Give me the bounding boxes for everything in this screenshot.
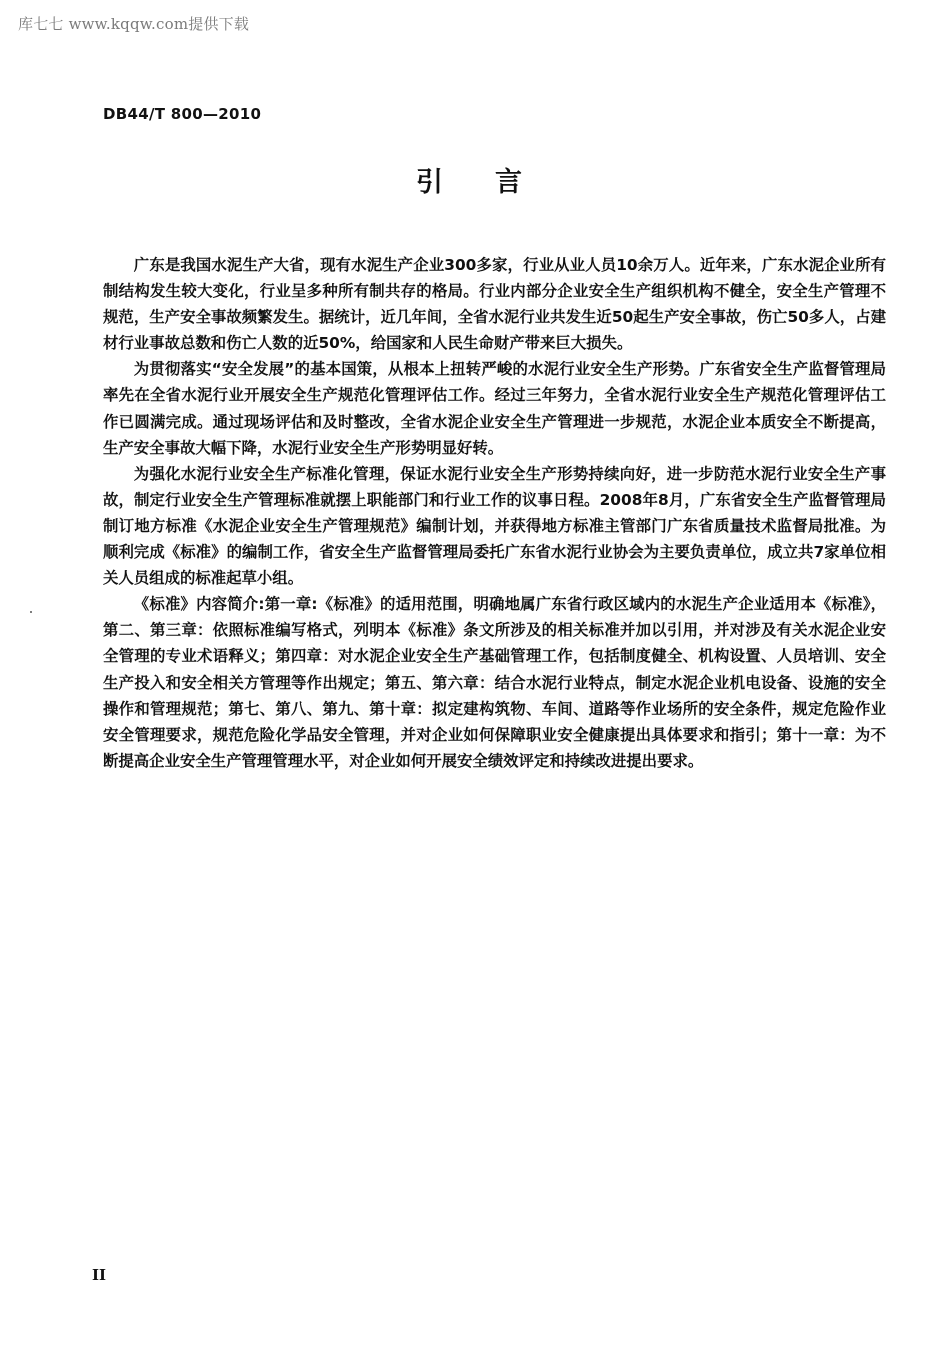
scan-artifact-dot xyxy=(30,611,32,613)
body-text xyxy=(103,252,886,774)
paragraph: 为贯彻落实“安全发展”的基本国策，从根本上扭转严峻的水泥行业安全生产形势。广东省安全生产监督管理局率先在全省水泥行业开展安全生产规范化管理评估工作。经过三年努力，全省水泥行业安全生产规范化管理评估工作已圆满完成。通过现场评估和及时整改，全省水泥企业安全生产管理进一步规范，水泥企业本质安全不断提高，生产安全事故大幅下降，水泥行业安全生产形势明显好转。 xyxy=(103,360,886,457)
page-number: II xyxy=(92,1266,107,1284)
paragraph: 《标准》内容简介:第一章:《标准》的适用范围，明确地属广东省行政区域内的水泥生产企业适用本《标准》，第二、第三章：依照标准编写格式，列明本《标准》条文所涉及的相关标准并加以引用，并对涉及有关水泥企业安全管理的专业术语释义；第四章：对水泥企业安全生产基础管理工作，包括制度健全、机构设置、人员培训、安全生产投入和安全相关方管理等作出规定；第五、第六章：结合水泥行业特点，制定水泥企业机电设备、设施的安全操作和管理规范；第七、第八、第九、第十章：拟定建构筑物、车间、道路等作业场所的安全条件，规定危险作业安全管理要求，规范危险化学品安全管理，并对企业如何保障职业安全健康提出具体要求和指引；第十一章：为不断提高企业安全生产管理管理水平，对企业如何开展安全绩效评定和持续改进提出要求。 xyxy=(103,595,886,770)
watermark-text: 库七七 www.kqqw.com提供下载 xyxy=(18,15,250,33)
page-title: 引言 xyxy=(416,167,574,198)
paragraph: 广东是我国水泥生产大省，现有水泥生产企业300多家，行业从业人员10余万人。近年来，广东水泥企业所有制结构发生较大变化，行业呈多种所有制共存的格局。行业内部分企业安全生产组织机构不健全，安全生产管理不规范，生产安全事故频繁发生。据统计，近几年间，全省水泥行业共发生近50起生产安全事故，伤亡50多人，占建材行业事故总数和伤亡人数的近50%，给国家和人民生命财产带来巨大损失。 xyxy=(103,256,886,353)
document-code: DB44/T 800—2010 xyxy=(103,105,262,123)
paragraph: 为强化水泥行业安全生产标准化管理，保证水泥行业安全生产形势持续向好，进一步防范水泥行业安全生产事故，制定行业安全生产管理标准就摆上职能部门和行业工作的议事日程。2008年8月，广东省安全生产监督管理局制订地方标准《水泥企业安全生产管理规范》编制计划，并获得地方标准主管部门广东省质量技术监督局批准。为顺利完成《标准》的编制工作，省安全生产监督管理局委托广东省水泥行业协会为主要负责单位，成立共7家单位相关人员组成的标准起草小组。 xyxy=(103,464,886,588)
